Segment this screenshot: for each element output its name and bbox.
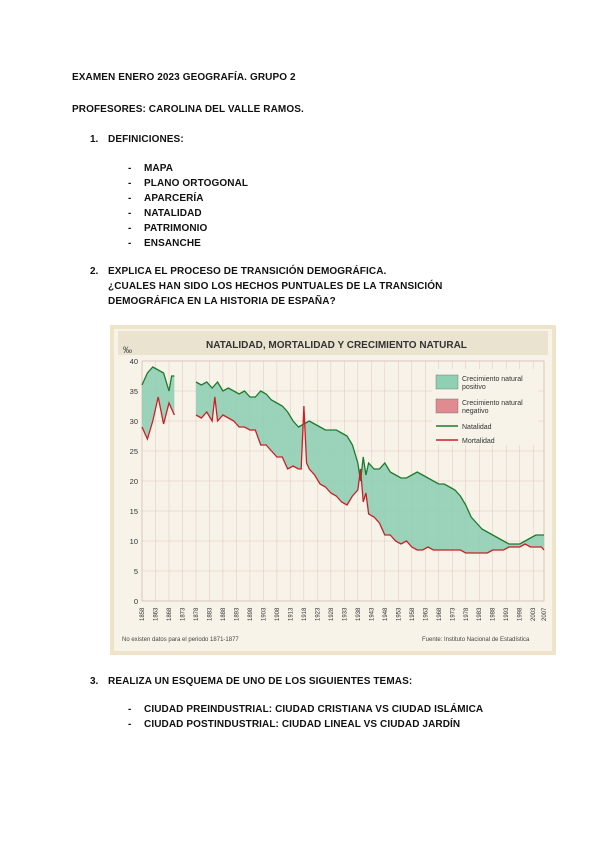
legend-swatch — [436, 375, 458, 389]
legend-swatch — [436, 399, 458, 413]
q3-bullet: - — [128, 704, 132, 715]
x-tick-label: 1948 — [382, 607, 389, 621]
q3-item: CIUDAD POSTINDUSTRIAL: CIUDAD LINEAL VS CIUDAD JARDÍN — [144, 719, 461, 730]
exam-title: EXAMEN ENERO 2023 GEOGRAFÍA. GRUPO 2 — [72, 72, 296, 83]
x-tick-label: 1893 — [234, 607, 241, 621]
legend-label: Mortalidad — [462, 438, 495, 445]
x-tick-label: 2003 — [531, 607, 538, 621]
legend-label: Natalidad — [462, 424, 492, 431]
y-tick-label: 35 — [129, 387, 138, 396]
y-tick-label: 5 — [133, 567, 138, 576]
x-tick-label: 1873 — [180, 607, 187, 621]
chart-legend — [432, 369, 538, 445]
q1-item: PLANO ORTOGONAL — [144, 178, 249, 189]
q3-title: REALIZA UN ESQUEMA DE UNO DE LOS SIGUIENTES TEMAS: — [108, 676, 413, 687]
y-tick-label: 25 — [129, 447, 138, 456]
x-tick-label: 1933 — [342, 607, 349, 621]
q3-number: 3. — [90, 676, 99, 687]
x-tick-label: 1903 — [261, 607, 268, 621]
y-axis-unit: ‰ — [123, 345, 132, 355]
legend-label-line: Crecimiento natural — [462, 376, 523, 383]
x-tick-label: 1923 — [315, 607, 322, 621]
y-tick-label: 40 — [129, 357, 138, 366]
x-tick-label: 1878 — [193, 607, 200, 621]
q1-title: DEFINICIONES: — [108, 134, 184, 145]
q1-bullet: - — [128, 178, 132, 189]
q2-line-1: EXPLICA EL PROCESO DE TRANSICIÓN DEMOGRÁFICA. — [108, 266, 387, 277]
x-tick-label: 1868 — [166, 607, 173, 621]
x-tick-label: 1953 — [396, 607, 403, 621]
x-tick-label: 1993 — [504, 607, 511, 621]
chart-note: No existen datos para el periodo 1871-1877 — [122, 637, 239, 643]
x-tick-label: 1978 — [463, 607, 470, 621]
x-tick-label: 1973 — [450, 607, 457, 621]
legend-label-line: positivo — [462, 384, 486, 391]
x-tick-label: 1913 — [288, 607, 295, 621]
x-tick-label: 1858 — [140, 607, 146, 621]
q1-bullet: - — [128, 163, 132, 174]
q1-number: 1. — [90, 134, 99, 145]
q1-item: APARCERÍA — [144, 193, 204, 204]
q3-item: CIUDAD PREINDUSTRIAL: CIUDAD CRISTIANA VS CIUDAD ISLÁMICA — [144, 704, 484, 715]
q1-bullet: - — [128, 223, 132, 234]
x-tick-label: 1958 — [409, 607, 416, 621]
q1-item: ENSANCHE — [144, 238, 201, 249]
y-tick-label: 15 — [129, 507, 138, 516]
q1-item: PATRIMONIO — [144, 223, 208, 234]
q1-bullet: - — [128, 238, 132, 249]
x-tick-label: 1928 — [328, 607, 335, 621]
q2-number: 2. — [90, 266, 99, 277]
q1-item: NATALIDAD — [144, 208, 202, 219]
x-tick-label: 1888 — [220, 607, 227, 621]
x-tick-label: 1883 — [207, 607, 214, 621]
q1-bullet: - — [128, 193, 132, 204]
y-tick-label: 0 — [133, 597, 138, 606]
x-tick-label: 1943 — [369, 607, 376, 621]
x-tick-label: 1998 — [517, 607, 524, 621]
x-tick-label: 1908 — [274, 607, 281, 621]
q1-bullet: - — [128, 208, 132, 219]
demographic-chart — [110, 325, 556, 655]
q2-line-2: ¿CUALES HAN SIDO LOS HECHOS PUNTUALES DE LA TRANSICIÓN — [108, 281, 443, 292]
x-tick-label: 1898 — [247, 607, 254, 621]
x-tick-label: 1918 — [301, 607, 308, 621]
x-tick-label: 1988 — [490, 607, 497, 621]
y-tick-label: 30 — [129, 417, 138, 426]
legend-label-line: negativo — [462, 408, 489, 415]
x-tick-label: 1983 — [477, 607, 484, 621]
chart-title: NATALIDAD, MORTALIDAD Y CRECIMIENTO NATURAL — [206, 340, 467, 351]
x-tick-label: 1963 — [423, 607, 430, 621]
x-tick-label: 1938 — [355, 607, 362, 621]
chart-source: Fuente: Instituto Nacional de Estadística — [422, 637, 530, 643]
x-tick-label: 1968 — [436, 607, 443, 621]
q2-line-3: DEMOGRÁFICA EN LA HISTORIA DE ESPAÑA? — [108, 296, 336, 307]
q3-bullet: - — [128, 719, 132, 730]
x-tick-label: 1863 — [153, 607, 160, 621]
teachers-line: PROFESORES: CAROLINA DEL VALLE RAMOS. — [72, 104, 304, 115]
y-tick-label: 20 — [129, 477, 138, 486]
x-tick-label: 2007 — [542, 607, 548, 621]
q1-item: MAPA — [144, 163, 174, 174]
legend-label-line: Crecimiento natural — [462, 400, 523, 407]
y-tick-label: 10 — [129, 537, 138, 546]
